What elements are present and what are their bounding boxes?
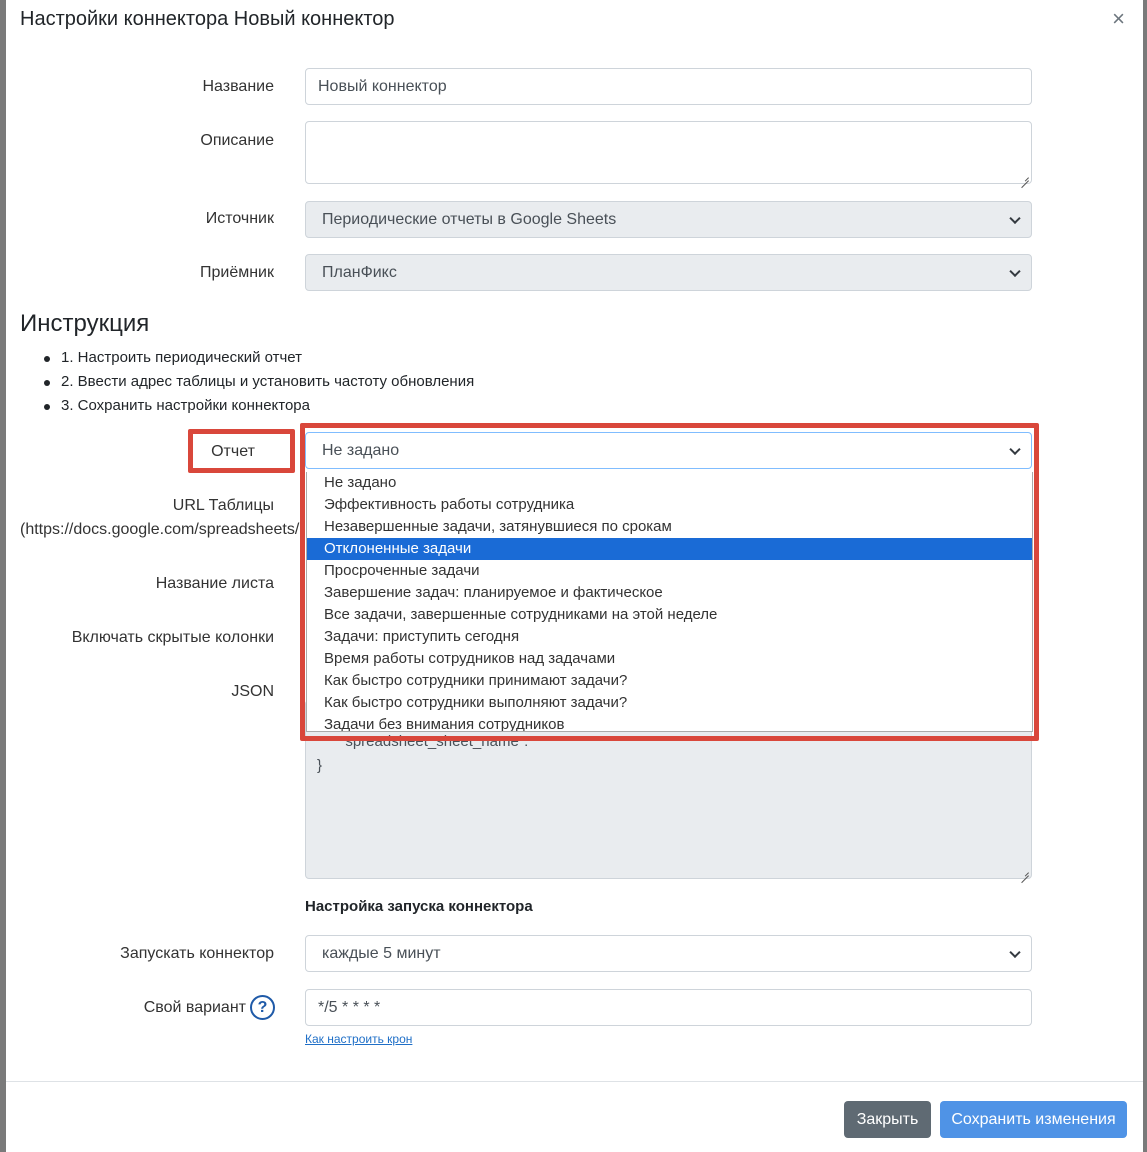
json-line: "spreadsheet_sheet_name": [340,733,529,750]
highlight-box-report-label [188,429,295,473]
receiver-label: Приёмник [199,264,274,281]
resize-grip-icon[interactable] [1019,171,1029,181]
source-label: Источник [205,210,274,227]
close-button[interactable]: Закрыть [844,1101,931,1138]
run-frequency-value: каждые 5 минут [322,944,441,962]
close-icon[interactable]: × [1112,6,1125,31]
schedule-heading: Настройка запуска коннектора [305,898,533,915]
instructions-list [44,346,474,418]
json-label: JSON [231,683,274,700]
dropdown-option[interactable]: Задачи: приступить сегодня [324,628,520,645]
source-value: Периодические отчеты в Google Sheets [322,210,617,228]
dropdown-option[interactable]: Просроченные задачи [324,562,480,579]
sheet-name-label: Название листа [155,575,274,592]
description-label: Описание [200,132,274,149]
help-icon[interactable]: ? [250,995,275,1020]
footer-divider [6,1081,1143,1082]
dropdown-option-highlighted[interactable]: Отклоненные задачи [307,538,1032,560]
chevron-down-icon [1009,265,1020,276]
dropdown-option[interactable]: Как быстро сотрудники выполняют задачи? [324,694,628,711]
url-hint-label: (https://docs.google.com/spreadsheets/ [20,521,300,538]
dropdown-option[interactable]: Время работы сотрудников над задачами [324,650,616,667]
list-item: 2. Ввести адрес таблицы и установить частоту обновления [44,370,474,394]
name-label: Название [202,78,274,95]
cron-help-link[interactable]: Как настроить крон [305,1032,413,1046]
receiver-select[interactable] [305,254,1032,291]
dropdown-option[interactable]: Незавершенные задачи, затянувшиеся по срокам [324,518,672,535]
save-button[interactable]: Сохранить изменения [940,1101,1127,1138]
custom-cron-label: Свой вариант [143,999,246,1016]
description-textarea[interactable] [305,121,1032,184]
run-connector-label: Запускать коннектор [120,945,274,962]
hidden-columns-label: Включать скрытые колонки [71,629,274,646]
list-item: 1. Настроить периодический отчет [44,346,474,370]
receiver-value: ПланФикс [322,263,397,281]
url-label: URL Таблицы [172,497,274,514]
dropdown-option[interactable]: Как быстро сотрудники принимают задачи? [324,672,628,689]
highlight-box-report-dropdown [300,423,1039,741]
dropdown-option[interactable]: Завершение задач: планируемое и фактическое [324,584,663,601]
chevron-down-icon [1009,212,1020,223]
dropdown-option[interactable]: Не задано [324,474,397,491]
json-closing-brace: } [317,757,323,774]
dropdown-option[interactable]: Все задачи, завершенные сотрудниками на этой неделе [324,606,718,623]
custom-cron-input[interactable]: */5 * * * * [305,989,1032,1026]
list-item: 3. Сохранить настройки коннектора [44,394,474,418]
source-select[interactable] [305,201,1032,238]
run-frequency-select[interactable] [305,935,1032,972]
chevron-down-icon [1009,946,1020,957]
name-input[interactable]: Новый коннектор [305,68,1032,105]
dropdown-option[interactable]: Эффективность работы сотрудника [324,496,575,513]
report-label: Отчет [211,443,255,460]
modal-header [6,0,1143,42]
connector-settings-modal [6,0,1143,1152]
report-selected-value: Не задано [322,441,400,459]
instructions-title: Инструкция [20,310,150,337]
modal-title: Настройки коннектора Новый коннектор [20,8,395,30]
dropdown-option[interactable]: Задачи без внимания сотрудников [324,716,565,732]
resize-grip-icon[interactable] [1019,866,1029,876]
